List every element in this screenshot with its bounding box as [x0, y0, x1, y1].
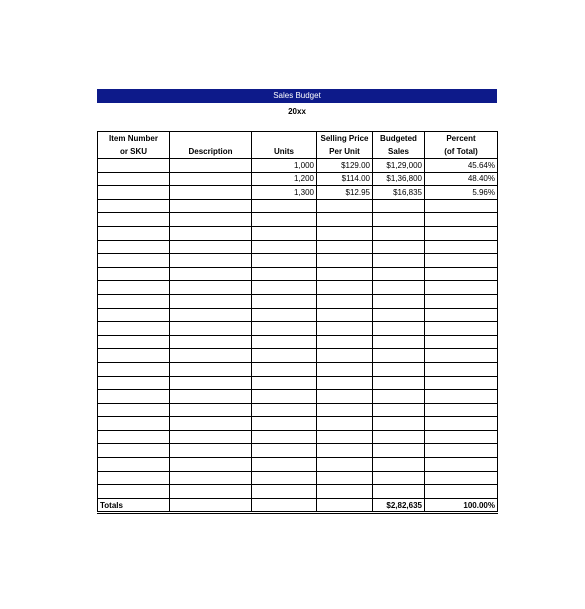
cell-budgeted[interactable] [373, 417, 425, 431]
col-header-description [170, 132, 252, 159]
cell-item[interactable] [98, 281, 170, 295]
cell-percent[interactable]: 48.40% [425, 172, 498, 186]
table-row [98, 267, 498, 281]
cell-budgeted[interactable] [373, 254, 425, 268]
cell-description[interactable] [170, 294, 252, 308]
col-header-budgeted-line2: Sales [388, 147, 409, 156]
col-header-item-line2: or SKU [119, 147, 148, 156]
cell-price[interactable] [317, 403, 373, 417]
cell-budgeted[interactable] [373, 471, 425, 485]
cell-percent[interactable] [425, 444, 498, 458]
cell-description[interactable] [170, 226, 252, 240]
cell-budgeted[interactable] [373, 308, 425, 322]
cell-price[interactable] [317, 294, 373, 308]
cell-item[interactable] [98, 335, 170, 349]
cell-price[interactable] [317, 240, 373, 254]
cell-percent[interactable] [425, 281, 498, 295]
cell-percent[interactable] [425, 267, 498, 281]
cell-item[interactable] [98, 322, 170, 336]
cell-item[interactable] [98, 444, 170, 458]
cell-description[interactable] [170, 308, 252, 322]
cell-percent[interactable] [425, 213, 498, 227]
cell-units[interactable] [252, 294, 317, 308]
cell-price[interactable] [317, 390, 373, 404]
cell-price[interactable] [317, 281, 373, 295]
sheet-subtitle: 20xx [288, 107, 306, 116]
cell-description[interactable] [170, 376, 252, 390]
cell-percent[interactable] [425, 254, 498, 268]
cell-budgeted[interactable] [373, 281, 425, 295]
cell-description[interactable] [170, 417, 252, 431]
cell-units[interactable] [252, 240, 317, 254]
cell-units[interactable]: 1,300 [252, 186, 317, 200]
cell-price[interactable] [317, 376, 373, 390]
cell-budgeted[interactable] [373, 444, 425, 458]
table-row [98, 213, 498, 227]
cell-item[interactable] [98, 349, 170, 363]
cell-units[interactable] [252, 444, 317, 458]
cell-budgeted[interactable]: $1,36,800 [373, 172, 425, 186]
cell-percent[interactable] [425, 403, 498, 417]
table-row [98, 159, 498, 173]
table-row [98, 403, 498, 417]
cell-budgeted[interactable] [373, 199, 425, 213]
header-row [98, 132, 498, 159]
col-header-budgeted-line1: Budgeted [380, 134, 417, 143]
cell-price[interactable] [317, 349, 373, 363]
table-row [98, 349, 498, 363]
cell-price[interactable] [317, 458, 373, 472]
cell-price[interactable]: $129.00 [317, 159, 373, 173]
budget-body [98, 159, 498, 499]
cell-price[interactable] [317, 199, 373, 213]
cell-description[interactable] [170, 471, 252, 485]
cell-item[interactable] [98, 254, 170, 268]
table-row [98, 390, 498, 404]
cell-item[interactable] [98, 213, 170, 227]
cell-units[interactable] [252, 458, 317, 472]
totals-percent: 100.00% [425, 498, 498, 513]
cell-item[interactable] [98, 430, 170, 444]
totals-units [252, 498, 317, 513]
cell-percent[interactable] [425, 376, 498, 390]
cell-percent[interactable]: 45.64% [425, 159, 498, 173]
cell-description[interactable] [170, 335, 252, 349]
budget-table [97, 131, 498, 514]
cell-units[interactable] [252, 471, 317, 485]
cell-price[interactable]: $12.95 [317, 186, 373, 200]
table-row [98, 226, 498, 240]
cell-item[interactable] [98, 471, 170, 485]
cell-budgeted[interactable] [373, 458, 425, 472]
cell-item[interactable] [98, 199, 170, 213]
cell-item[interactable] [98, 226, 170, 240]
col-header-item-line1: Item Number [109, 134, 158, 143]
sales-budget-sheet [97, 89, 497, 510]
cell-price[interactable] [317, 471, 373, 485]
totals-row [98, 498, 498, 513]
cell-percent[interactable] [425, 199, 498, 213]
cell-description[interactable] [170, 349, 252, 363]
cell-item[interactable] [98, 240, 170, 254]
cell-price[interactable] [317, 254, 373, 268]
cell-budgeted[interactable] [373, 226, 425, 240]
cell-budgeted[interactable] [373, 430, 425, 444]
table-row [98, 322, 498, 336]
cell-budgeted[interactable] [373, 485, 425, 499]
cell-item[interactable] [98, 267, 170, 281]
col-header-percent [425, 132, 498, 159]
col-header-percent-line2: (of Total) [444, 147, 478, 156]
cell-item[interactable] [98, 294, 170, 308]
sheet-title: Sales Budget [97, 89, 497, 103]
cell-description[interactable] [170, 172, 252, 186]
cell-budgeted[interactable] [373, 213, 425, 227]
cell-price[interactable] [317, 430, 373, 444]
cell-description[interactable] [170, 390, 252, 404]
cell-budgeted[interactable] [373, 403, 425, 417]
cell-price[interactable] [317, 335, 373, 349]
cell-percent[interactable] [425, 226, 498, 240]
cell-units[interactable] [252, 308, 317, 322]
cell-budgeted[interactable]: $16,835 [373, 186, 425, 200]
cell-units[interactable] [252, 335, 317, 349]
cell-description[interactable] [170, 281, 252, 295]
cell-units[interactable] [252, 403, 317, 417]
cell-description[interactable] [170, 322, 252, 336]
cell-units[interactable] [252, 267, 317, 281]
table-row [98, 186, 498, 200]
cell-units[interactable] [252, 362, 317, 376]
cell-item[interactable] [98, 308, 170, 322]
cell-price[interactable] [317, 213, 373, 227]
cell-units[interactable] [252, 199, 317, 213]
table-row [98, 281, 498, 295]
cell-units[interactable] [252, 430, 317, 444]
totals-description [170, 498, 252, 513]
cell-budgeted[interactable] [373, 335, 425, 349]
cell-description[interactable] [170, 362, 252, 376]
cell-price[interactable] [317, 308, 373, 322]
cell-price[interactable] [317, 226, 373, 240]
cell-budgeted[interactable] [373, 240, 425, 254]
table-row [98, 471, 498, 485]
cell-percent[interactable] [425, 430, 498, 444]
cell-percent[interactable] [425, 362, 498, 376]
cell-description[interactable] [170, 267, 252, 281]
table-row [98, 362, 498, 376]
cell-units[interactable] [252, 390, 317, 404]
cell-budgeted[interactable] [373, 294, 425, 308]
cell-description[interactable] [170, 458, 252, 472]
cell-description[interactable] [170, 159, 252, 173]
cell-units[interactable] [252, 226, 317, 240]
cell-percent[interactable] [425, 240, 498, 254]
table-row [98, 240, 498, 254]
cell-percent[interactable] [425, 390, 498, 404]
table-row [98, 417, 498, 431]
cell-percent[interactable] [425, 458, 498, 472]
cell-description[interactable] [170, 430, 252, 444]
cell-percent[interactable] [425, 349, 498, 363]
cell-percent[interactable] [425, 294, 498, 308]
table-row [98, 430, 498, 444]
cell-description[interactable] [170, 444, 252, 458]
table-row [98, 199, 498, 213]
cell-units[interactable] [252, 417, 317, 431]
col-header-item [98, 132, 170, 159]
col-header-price-line2: Per Unit [329, 147, 360, 156]
cell-price[interactable] [317, 417, 373, 431]
cell-units[interactable] [252, 322, 317, 336]
cell-description[interactable] [170, 186, 252, 200]
cell-budgeted[interactable] [373, 322, 425, 336]
cell-item[interactable] [98, 172, 170, 186]
cell-percent[interactable] [425, 322, 498, 336]
cell-units[interactable]: 1,200 [252, 172, 317, 186]
table-row [98, 458, 498, 472]
cell-percent[interactable]: 5.96% [425, 186, 498, 200]
cell-budgeted[interactable]: $1,29,000 [373, 159, 425, 173]
cell-units[interactable] [252, 213, 317, 227]
cell-item[interactable] [98, 376, 170, 390]
totals-price [317, 498, 373, 513]
cell-units[interactable] [252, 349, 317, 363]
cell-units[interactable] [252, 485, 317, 499]
table-row [98, 376, 498, 390]
table-row [98, 294, 498, 308]
cell-budgeted[interactable] [373, 349, 425, 363]
cell-price[interactable]: $114.00 [317, 172, 373, 186]
table-row [98, 485, 498, 499]
cell-item[interactable] [98, 458, 170, 472]
col-header-units [252, 132, 317, 159]
cell-item[interactable] [98, 362, 170, 376]
cell-percent[interactable] [425, 485, 498, 499]
cell-price[interactable] [317, 267, 373, 281]
col-header-price-line1: Selling Price [320, 134, 369, 143]
cell-budgeted[interactable] [373, 376, 425, 390]
cell-units[interactable] [252, 281, 317, 295]
table-row [98, 335, 498, 349]
cell-item[interactable] [98, 186, 170, 200]
cell-percent[interactable] [425, 308, 498, 322]
cell-description[interactable] [170, 213, 252, 227]
col-header-units-label: Units [274, 147, 294, 156]
cell-price[interactable] [317, 322, 373, 336]
cell-units[interactable] [252, 254, 317, 268]
col-header-price [317, 132, 373, 159]
cell-price[interactable] [317, 444, 373, 458]
cell-item[interactable] [98, 485, 170, 499]
cell-units[interactable] [252, 376, 317, 390]
cell-percent[interactable] [425, 417, 498, 431]
cell-price[interactable] [317, 485, 373, 499]
cell-item[interactable] [98, 390, 170, 404]
col-header-description-label: Description [188, 147, 233, 156]
table-row [98, 254, 498, 268]
cell-percent[interactable] [425, 471, 498, 485]
cell-description[interactable] [170, 199, 252, 213]
cell-item[interactable] [98, 417, 170, 431]
table-row [98, 172, 498, 186]
cell-price[interactable] [317, 362, 373, 376]
cell-budgeted[interactable] [373, 390, 425, 404]
col-header-percent-line1: Percent [446, 134, 476, 143]
col-header-budgeted [373, 132, 425, 159]
cell-item[interactable] [98, 159, 170, 173]
totals-label: Totals [98, 498, 170, 513]
totals-budgeted: $2,82,635 [373, 498, 425, 513]
table-row [98, 444, 498, 458]
cell-item[interactable] [98, 403, 170, 417]
cell-description[interactable] [170, 485, 252, 499]
cell-budgeted[interactable] [373, 267, 425, 281]
cell-description[interactable] [170, 240, 252, 254]
table-row [98, 308, 498, 322]
cell-percent[interactable] [425, 335, 498, 349]
cell-budgeted[interactable] [373, 362, 425, 376]
cell-units[interactable]: 1,000 [252, 159, 317, 173]
cell-description[interactable] [170, 254, 252, 268]
cell-description[interactable] [170, 403, 252, 417]
